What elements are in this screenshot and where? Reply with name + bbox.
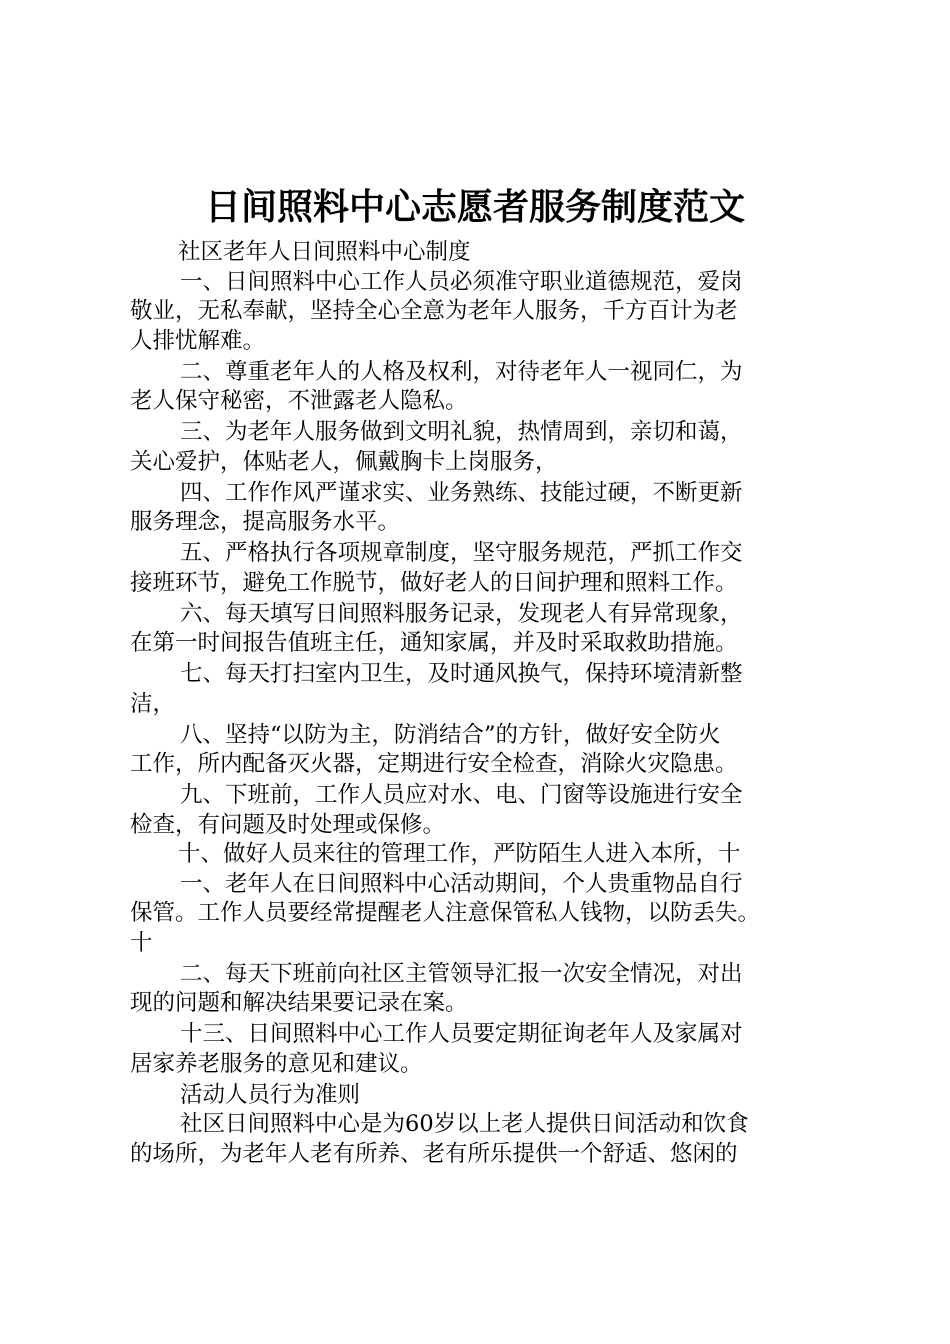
paragraph-line: 八、坚持“以防为主，防消结合”的方针，做好安全防火: [180, 721, 721, 748]
paragraph-line: 二、每天下班前向社区主管领导汇报一次安全情况，对出: [180, 960, 743, 987]
paragraph-line: 服务理念，提高服务水平。: [130, 509, 401, 535]
paragraph-line: 五、严格执行各项规章制度，坚守服务规范，严抓工作交: [180, 540, 743, 566]
paragraph-line: 居家养老服务的意见和建议。: [130, 1050, 423, 1077]
paragraph-line: 工作，所内配备灭火器，定期进行安全检查，消除火灾隐患。: [130, 751, 738, 777]
paragraph-line: 十、做好人员来往的管理工作，严防陌生人进入本所，十: [178, 841, 741, 867]
paragraph-line: 七、每天打扫室内卫生，及时通风换气，保持环境清新整: [180, 661, 743, 687]
paragraph-line: 老人保守秘密，不泄露老人隐私。: [130, 388, 468, 414]
paragraph-line: 十: [130, 929, 153, 956]
paragraph-line: 社区日间照料中心是为60岁以上老人提供日间活动和饮食: [180, 1111, 749, 1137]
section-heading: 社区老年人日间照料中心制度: [178, 239, 471, 265]
paragraph-line: 现的问题和解决结果要记录在案。: [130, 990, 468, 1016]
document-title: 日间照料中心志愿者服务制度范文: [204, 187, 745, 228]
paragraph-line: 的场所，为老年人老有所养、老有所乐提供一个舒适、悠闲的: [130, 1140, 738, 1167]
paragraph-line: 检查，有问题及时处理或保修。: [130, 811, 446, 838]
paragraph-line: 一、老年人在日间照料中心活动期间，个人贵重物品自行: [180, 870, 743, 897]
paragraph-line: 九、下班前，工作人员应对水、电、门窗等设施进行安全: [180, 782, 743, 808]
paragraph-line: 在第一时间报告值班主任，通知家属，并及时采取救助措施。: [130, 630, 738, 656]
paragraph-line: 接班环节，避免工作脱节，做好老人的日间护理和照料工作。: [130, 569, 738, 596]
paragraph-line: 人排忧解难。: [130, 327, 266, 354]
paragraph-line: 三、为老年人服务做到文明礼貌，热情周到，亲切和蔼，: [180, 419, 743, 445]
paragraph-line: 一、日间照料中心工作人员必须准守职业道德规范，爱岗: [180, 268, 743, 295]
paragraph-line: 十三、日间照料中心工作人员要定期征询老年人及家属对: [180, 1021, 743, 1047]
paragraph-line: 敬业，无私奉献，坚持全心全意为老年人服务，千方百计为老: [130, 298, 738, 324]
paragraph-line: 四、工作作风严谨求实、业务熟练、技能过硬，不断更新: [180, 479, 743, 506]
section-heading: 活动人员行为准则: [180, 1081, 361, 1108]
paragraph-line: 洁，: [130, 690, 176, 717]
paragraph-line: 保管。工作人员要经常提醒老人注意保管私人钱物，以防丢失。: [130, 900, 761, 926]
paragraph-line: 二、尊重老年人的人格及权利，对待老年人一视同仁，为: [180, 358, 743, 385]
paragraph-line: 六、每天填写日间照料服务记录，发现老人有异常现象，: [180, 600, 743, 627]
document-body: [130, 238, 830, 1169]
paragraph-line: 关心爱护，体贴老人，佩戴胸卡上岗服务，: [130, 448, 558, 475]
